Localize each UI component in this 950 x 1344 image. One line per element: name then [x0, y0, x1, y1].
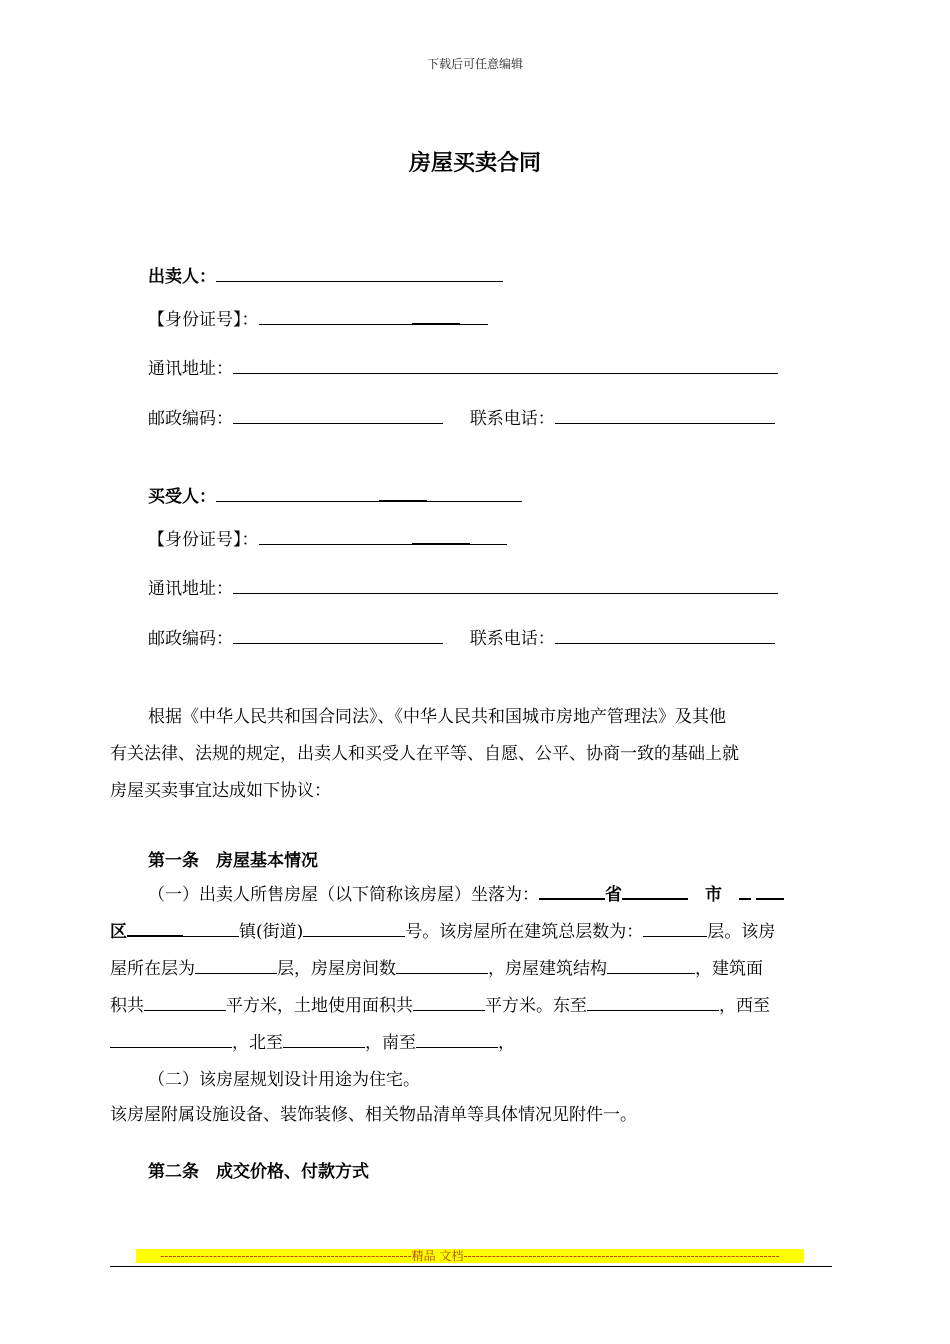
province-label: 省	[605, 885, 622, 905]
district-head-blank[interactable]	[756, 880, 784, 900]
article-1-line-1	[148, 880, 784, 905]
seller-contact-row	[148, 404, 775, 429]
article-1-p1-start: （一）出卖人所售房屋（以下简称该房屋）坐落为：	[148, 885, 539, 905]
city-label: 市	[705, 885, 722, 905]
west-blank[interactable]	[110, 1029, 232, 1048]
buyer-id-label: 【身份证号】：	[148, 530, 259, 550]
seller-id-blank-end	[460, 306, 488, 325]
article-2-heading: 第二条 成交价格、付款方式	[148, 1162, 369, 1182]
footer-banner	[136, 1249, 804, 1263]
buyer-address-row	[148, 574, 778, 599]
area2-label: 积共	[110, 996, 144, 1016]
seller-phone-blank[interactable]	[555, 405, 775, 424]
header-note: 下载后可任意编辑	[426, 57, 523, 71]
buyer-id-row	[148, 525, 507, 550]
south-blank[interactable]	[416, 1029, 498, 1048]
seller-address-blank[interactable]	[233, 355, 778, 374]
seller-name-row	[148, 262, 503, 287]
east-blank[interactable]	[587, 992, 719, 1011]
article-1-line-3	[110, 954, 763, 979]
buyer-name-blank[interactable]	[216, 483, 379, 502]
buyer-address-blank[interactable]	[233, 575, 778, 594]
article-1-p2: （二）该房屋规划设计用途为住宅。	[148, 1070, 420, 1090]
buyer-id-blank-end	[470, 526, 507, 545]
article-1-line-5	[110, 1028, 515, 1053]
buyer-address-label: 通讯地址：	[148, 579, 233, 599]
total-floors-blank[interactable]	[643, 918, 707, 937]
footer-dashes-right: ------------------------------------------------------------------------------	[463, 1249, 780, 1263]
article-1-p3: 该房屋附属设施设备、装饰装修、相关物品清单等具体情况见附件一。	[110, 1105, 637, 1125]
west-label: ，西至	[719, 996, 770, 1016]
area-label: ，建筑面	[695, 959, 763, 979]
buyer-postcode-label: 邮政编码：	[148, 629, 233, 649]
seller-id-blank[interactable]	[259, 306, 412, 325]
intro-line-3: 房屋买卖事宜达成如下协议：	[110, 781, 331, 801]
buyer-phone-label: 联系电话：	[469, 629, 555, 649]
seller-address-label: 通讯地址：	[148, 359, 233, 379]
north-label: ，北至	[232, 1033, 283, 1053]
footer-dashes-left: --------------------------------------------------------------	[160, 1249, 412, 1263]
article-1-heading: 第一条 房屋基本情况	[148, 851, 318, 871]
sqm2-label: 平方米。东至	[485, 996, 587, 1016]
street-number-blank[interactable]	[303, 918, 405, 937]
sqm1-label: 平方米，土地使用面积共	[226, 996, 413, 1016]
land-area-blank[interactable]	[413, 992, 485, 1011]
seller-id-row	[148, 305, 488, 330]
seller-id-label: 【身份证号】：	[148, 310, 259, 330]
buyer-name-blank-bold	[379, 482, 427, 502]
buyer-id-blank[interactable]	[259, 526, 412, 545]
seller-id-blank-bold	[412, 305, 460, 325]
floor-unit-label: 层，房屋房间数	[277, 959, 396, 979]
city-tail-blank	[739, 880, 751, 900]
buyer-phone-blank[interactable]	[555, 625, 775, 644]
town-label: 镇(街道)	[239, 922, 304, 942]
footer-text: 精品 文档	[411, 1249, 464, 1263]
article-1-line-2	[110, 917, 775, 942]
structure-blank[interactable]	[607, 955, 695, 974]
intro-line-1: 根据《中华人民共和国合同法》、《中华人民共和国城市房地产管理法》及其他	[148, 707, 726, 727]
buyer-id-blank-bold	[412, 525, 470, 545]
seller-phone-label: 联系电话：	[469, 409, 555, 429]
south-label: ，南至	[365, 1033, 416, 1053]
seller-label: 出卖人：	[148, 267, 216, 287]
north-blank[interactable]	[283, 1029, 365, 1048]
city-blank[interactable]	[622, 880, 688, 900]
rooms-blank[interactable]	[396, 955, 488, 974]
buyer-postcode-blank[interactable]	[233, 625, 443, 644]
building-area-blank[interactable]	[144, 992, 226, 1011]
article-1-line-4	[110, 991, 770, 1016]
province-blank[interactable]	[539, 880, 605, 900]
footer-rule	[110, 1266, 832, 1267]
south-end: ，	[498, 1033, 515, 1053]
seller-postcode-blank[interactable]	[233, 405, 443, 424]
district-blank[interactable]	[127, 917, 183, 937]
floor-blank[interactable]	[195, 955, 277, 974]
buyer-contact-row	[148, 624, 775, 649]
seller-address-row	[148, 354, 778, 379]
number-label: 号。该房屋所在建筑总层数为：	[405, 922, 644, 942]
seller-postcode-label: 邮政编码：	[148, 409, 233, 429]
structure-label: ，房屋建筑结构	[488, 959, 607, 979]
buyer-name-row	[148, 482, 522, 507]
district-label: 区	[110, 922, 127, 942]
floor-at-label: 屋所在层为	[110, 959, 195, 979]
document-title: 房屋买卖合同	[408, 150, 541, 176]
town-pre-blank[interactable]	[183, 918, 239, 937]
buyer-label: 买受人：	[148, 487, 216, 507]
intro-line-2: 有关法律、法规的规定，出卖人和买受人在平等、自愿、公平、协商一致的基础上就	[110, 744, 739, 764]
seller-name-blank[interactable]	[216, 263, 503, 282]
buyer-name-blank-end	[427, 483, 522, 502]
floors-label: 层。该房	[707, 922, 776, 942]
